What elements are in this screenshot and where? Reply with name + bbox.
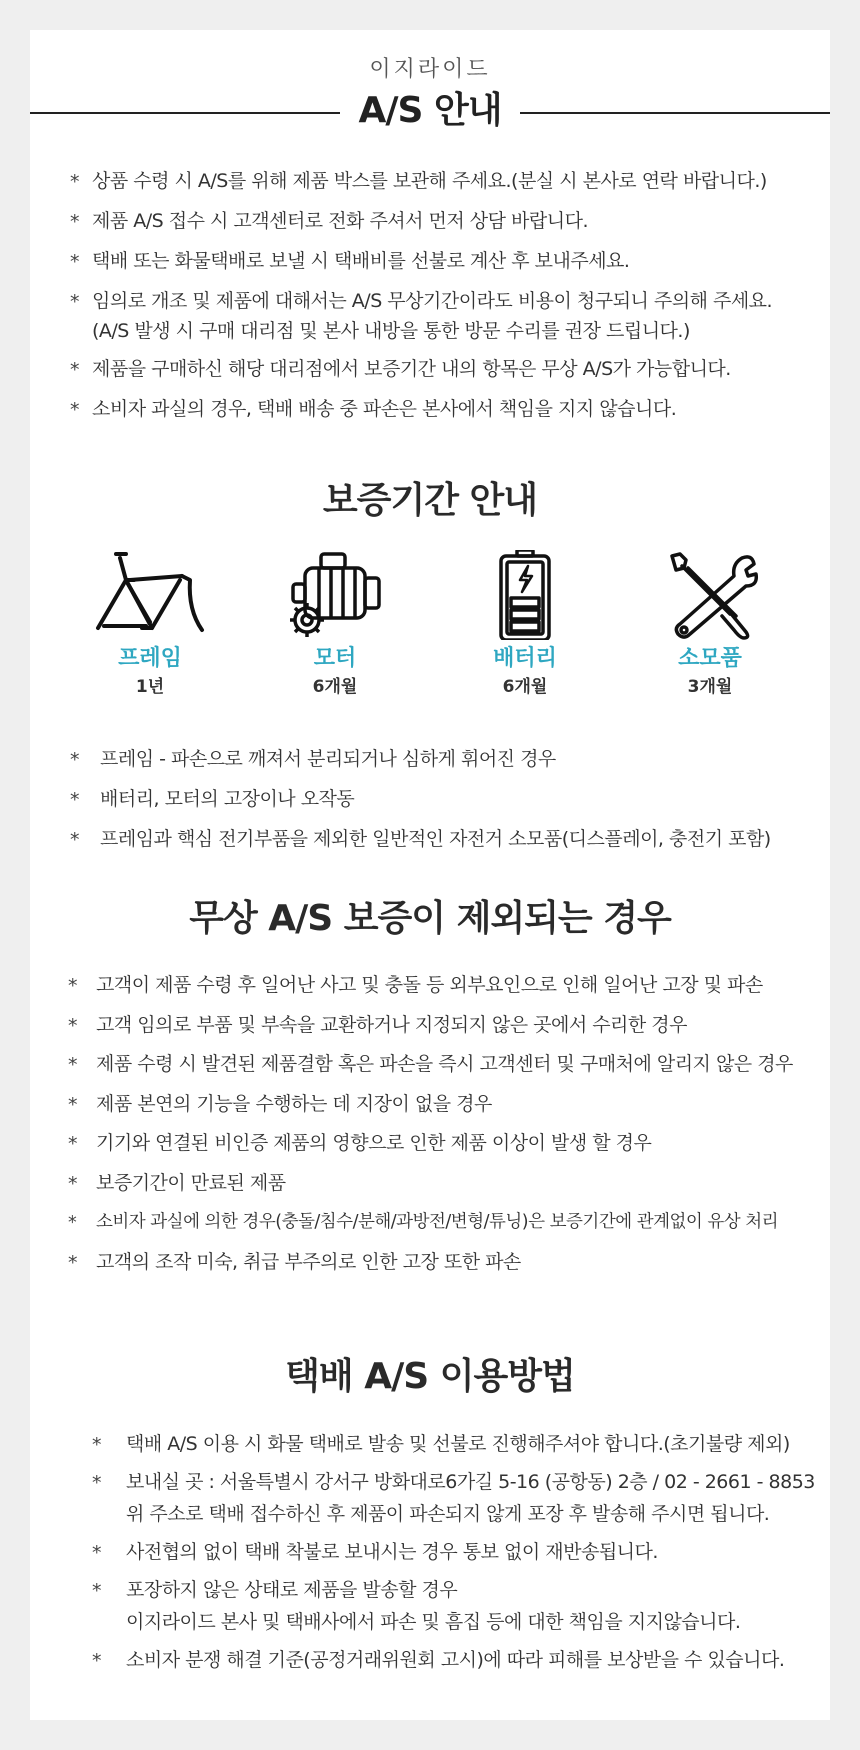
warranty-item-frame	[70, 550, 230, 700]
bullet-asterisk: *	[68, 975, 77, 997]
bullet-asterisk: *	[70, 211, 79, 233]
warranty-icons	[70, 550, 790, 715]
exclusion-item: * 고객 임의로 부품 및 부속을 교환하거나 지정되지 않은 곳에서 수리한 경우	[68, 1010, 793, 1040]
exclusion-item: * 제품 수령 시 발견된 제품결함 혹은 파손을 즉시 고객센터 및 구매처에 알리지 않은 경우	[68, 1049, 793, 1079]
frame-period: 1년	[135, 677, 165, 697]
notice-item: * 제품 A/S 접수 시 고객센터로 전화 주셔서 먼저 상담 바랍니다.	[70, 206, 772, 236]
exclusion-item: * 제품 본연의 기능을 수행하는 데 지장이 없을 경우	[68, 1089, 793, 1119]
notice-item: * 임의로 개조 및 제품에 대해서는 A/S 무상기간이라도 비용이 청구되니 주의해 주세요. (A/S 발생 시 구매 대리점 및 본사 내방을 통한 방문 수리를 권장 드립니다.)	[70, 286, 772, 346]
warranty-note: * 프레임 - 파손으로 깨져서 분리되거나 심하게 휘어진 경우	[70, 744, 771, 774]
exclusion-item: * 소비자 과실에 의한 경우(충돌/침수/분해/과방전/변형/튜닝)은 보증기간에 관계없이 유상 처리	[68, 1207, 793, 1237]
bullet-asterisk: *	[70, 749, 79, 771]
exclusions-list	[68, 970, 793, 1286]
exclusion-item: * 기기와 연결된 비인증 제품의 영향으로 인한 제품 이상이 발생 할 경우	[68, 1128, 793, 1158]
warranty-item-battery	[445, 550, 605, 700]
bullet-asterisk: *	[70, 251, 79, 273]
bullet-asterisk: *	[68, 1172, 77, 1195]
motor-icon	[275, 550, 395, 640]
bullet-asterisk: *	[68, 1213, 77, 1233]
battery-label: 배터리	[493, 646, 557, 671]
bullet-asterisk: *	[70, 789, 79, 811]
bullet-asterisk: *	[70, 829, 79, 851]
bullet-asterisk: *	[92, 1472, 101, 1494]
consumables-period: 3개월	[687, 677, 733, 697]
warranty-item-consumables	[630, 550, 790, 700]
battery-period: 6개월	[502, 677, 548, 697]
bullet-asterisk: *	[68, 1093, 77, 1116]
tools-icon	[650, 550, 770, 640]
as-guide-page	[30, 30, 830, 1720]
page-title: A/S 안내	[358, 90, 502, 131]
bullet-asterisk: *	[92, 1580, 101, 1602]
courier-item: * 택배 A/S 이용 시 화물 택배로 발송 및 선불로 진행해주셔야 합니다.(초기불량 제외)	[92, 1428, 815, 1460]
consumables-label: 소모품	[678, 646, 742, 671]
warranty-item-motor	[255, 550, 415, 700]
bullet-asterisk: *	[68, 1251, 77, 1274]
bicycle-frame-icon	[90, 550, 210, 640]
courier-section-title: 택배 A/S 이용방법	[285, 1356, 575, 1397]
warranty-section-title: 보증기간 안내	[322, 480, 538, 521]
exclusion-item: * 보증기간이 만료된 제품	[68, 1168, 793, 1198]
warranty-note: * 배터리, 모터의 고장이나 오작동	[70, 784, 771, 814]
exclusion-item: * 고객이 제품 수령 후 일어난 사고 및 충돌 등 외부요인으로 인해 일어난 고장 및 파손	[68, 970, 793, 1000]
exclusions-section-title: 무상 A/S 보증이 제외되는 경우	[189, 898, 671, 939]
header	[30, 52, 830, 132]
bullet-asterisk: *	[70, 171, 79, 193]
bullet-asterisk: *	[92, 1542, 101, 1564]
courier-item: * 사전협의 없이 택배 착불로 보내시는 경우 통보 없이 재반송됩니다.	[92, 1536, 815, 1568]
bullet-asterisk: *	[68, 1133, 77, 1155]
courier-list	[92, 1428, 815, 1682]
bullet-asterisk: *	[70, 399, 79, 421]
warranty-notes-list	[70, 744, 771, 864]
exclusion-item: * 고객의 조작 미숙, 취급 부주의로 인한 고장 또한 파손	[68, 1247, 793, 1277]
notice-item: * 제품을 구매하신 해당 대리점에서 보증기간 내의 항목은 무상 A/S가 가능합니다.	[70, 354, 772, 384]
bullet-asterisk: *	[70, 359, 79, 381]
warranty-note: * 프레임과 핵심 전기부품을 제외한 일반적인 자전거 소모품(디스플레이, 충전기 포함)	[70, 824, 771, 854]
courier-item: * 소비자 분쟁 해결 기준(공정거래위원회 고시)에 따라 피해를 보상받을 수 있습니다.	[92, 1644, 815, 1676]
courier-item: * 포장하지 않은 상태로 제품을 발송할 경우 이지라이드 본사 및 택배사에서 파손 및 흠집 등에 대한 책임을 지지않습니다.	[92, 1574, 815, 1638]
notice-list	[70, 166, 772, 434]
frame-label: 프레임	[118, 646, 182, 671]
notice-item: * 택배 또는 화물택배로 보낼 시 택배비를 선불로 계산 후 보내주세요.	[70, 246, 772, 276]
courier-item: * 보내실 곳 : 서울특별시 강서구 방화대로6가길 5-16 (공항동) 2층 / 02 - 2661 - 8853 위 주소로 택배 접수하신 후 제품이 파손되지 않게 포장 후 발송해 주시면 됩니다.	[92, 1466, 815, 1530]
notice-item: * 소비자 과실의 경우, 택배 배송 중 파손은 본사에서 책임을 지지 않습니다.	[70, 394, 772, 424]
brand-name: 이지라이드	[369, 57, 491, 82]
bullet-asterisk: *	[92, 1434, 101, 1456]
motor-label: 모터	[313, 646, 357, 671]
bullet-asterisk: *	[70, 291, 79, 313]
battery-icon	[465, 550, 585, 640]
bullet-asterisk: *	[68, 1014, 77, 1037]
motor-period: 6개월	[312, 677, 358, 697]
notice-item: * 상품 수령 시 A/S를 위해 제품 박스를 보관해 주세요.(분실 시 본사로 연락 바랍니다.)	[70, 166, 772, 196]
bullet-asterisk: *	[92, 1650, 101, 1672]
bullet-asterisk: *	[68, 1054, 77, 1076]
